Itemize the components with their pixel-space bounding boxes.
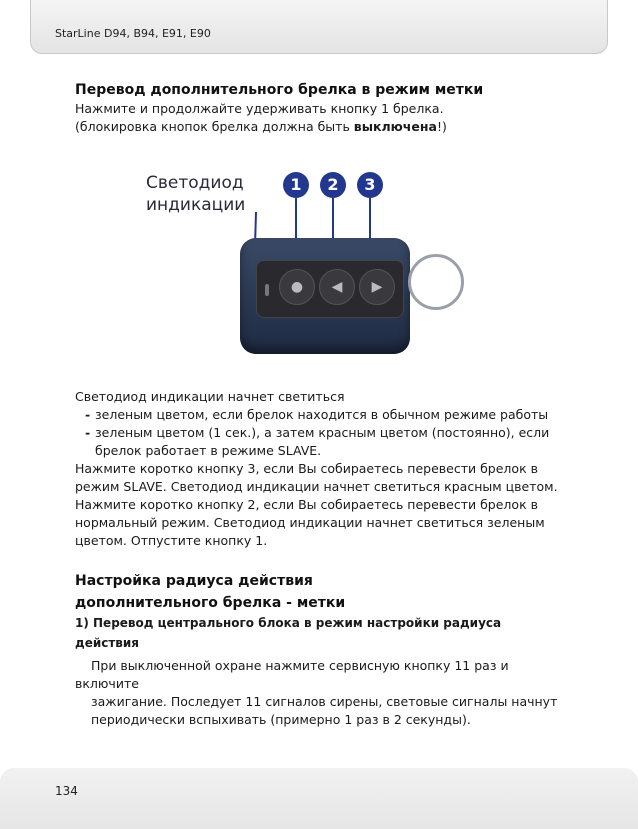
section1-heading: Перевод дополнительного брелка в режим метки (75, 82, 484, 98)
led-label: Светодиод индикации (146, 173, 246, 215)
button-2-pointer (332, 198, 334, 240)
section2 (75, 571, 575, 729)
led-intro: Светодиод индикации начнет светиться (75, 389, 345, 404)
page-content (75, 80, 575, 136)
section2-subheading: 1) Перевод центрального блока в режим настройки радиуса (75, 616, 502, 630)
section1-line2: (блокировка кнопок брелка должна быть выключена!) (75, 119, 447, 134)
section1-line1: Нажмите и продолжайте удерживать кнопку 1 брелка. (75, 101, 444, 116)
paragraph-line: Нажмите коротко кнопку 3, если Вы собираетесь перевести брелок в (75, 461, 538, 476)
button-3-pointer (369, 198, 371, 240)
keyfob-button-3-icon: ▶ (359, 269, 395, 305)
paragraph-line: цветом. Отпустите кнопку 1. (75, 533, 268, 548)
button-1-pointer (295, 198, 297, 240)
button-number-2: 2 (320, 172, 346, 198)
section2-subheading-cont: действия (75, 636, 140, 650)
keyfob-body (240, 238, 410, 354)
paragraph-line: нормальный режим. Светодиод индикации начнет светиться зеленым (75, 515, 545, 530)
key-ring-icon (408, 254, 464, 310)
section2-heading: Настройка радиуса действия (75, 573, 313, 589)
section2-para: периодически вспыхивать (примерно 1 раз в 2 секунды). (91, 712, 471, 727)
bullet-item-cont: брелок работает в режиме SLAVE. (95, 443, 322, 458)
led-indicator (265, 284, 269, 296)
keyfob-figure (140, 170, 480, 360)
keyfob-button-2-icon: ◀ (319, 269, 355, 305)
section2-para: включите (75, 676, 139, 691)
keyfob-button-1-icon: ● (279, 269, 315, 305)
section2-heading-cont: дополнительного брелка - метки (75, 595, 346, 611)
keyfob-face (256, 260, 404, 318)
header-title: StarLine D94, B94, E91, E90 (55, 27, 211, 40)
button-number-1: 1 (283, 172, 309, 198)
button-number-3: 3 (357, 172, 383, 198)
bullet-item: - зеленым цветом, если брелок находится в обычном режиме работы (85, 407, 549, 422)
body-text (75, 388, 575, 550)
section2-para: зажигание. Последует 11 сигналов сирены, световые сигналы начнут (91, 694, 558, 709)
paragraph-line: Нажмите коротко кнопку 2, если Вы собираетесь перевести брелок в (75, 497, 538, 512)
page-number: 134 (55, 784, 78, 798)
footer-bar (0, 768, 638, 829)
section2-para: При выключенной охране нажмите сервисную кнопку 11 раз и (91, 658, 509, 673)
bullet-item: - зеленым цветом (1 сек.), а затем красным цветом (постоянно), если (85, 425, 550, 440)
paragraph-line: режим SLAVE. Светодиод индикации начнет светиться красным цветом. (75, 479, 558, 494)
